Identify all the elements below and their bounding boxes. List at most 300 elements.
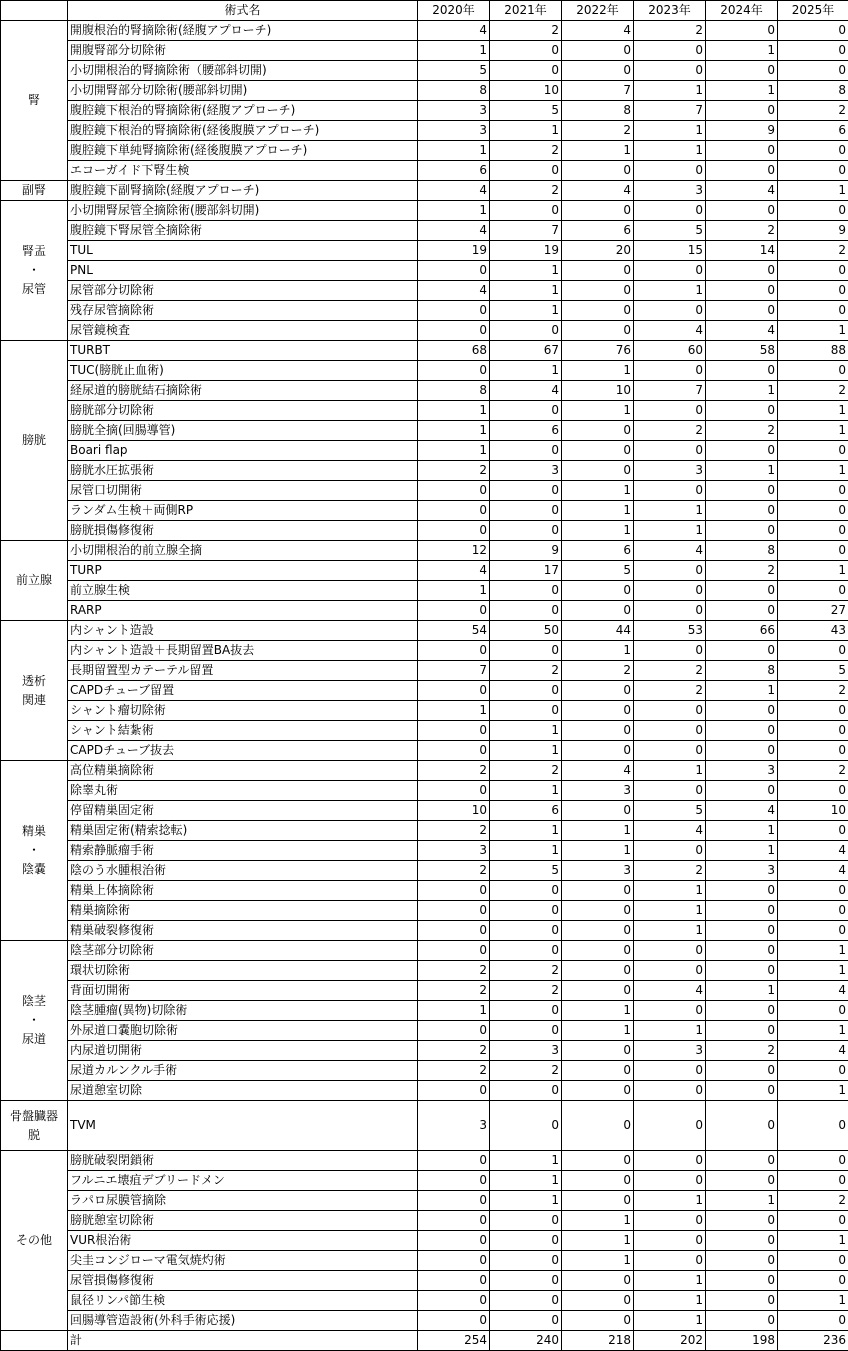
- count-cell: 7: [490, 221, 562, 241]
- count-cell: 0: [562, 1101, 634, 1151]
- count-cell: 1: [634, 281, 706, 301]
- count-cell: 0: [490, 681, 562, 701]
- count-cell: 0: [634, 201, 706, 221]
- table-row: [1, 761, 848, 781]
- count-cell: 0: [634, 1001, 706, 1021]
- procedure-name: 精巣上体摘除術: [68, 881, 418, 901]
- procedure-name: 膀胱水圧拡張術: [68, 461, 418, 481]
- count-cell: 0: [778, 281, 848, 301]
- count-cell: 0: [778, 821, 848, 841]
- count-cell: 0: [490, 501, 562, 521]
- count-cell: 9: [706, 121, 778, 141]
- count-cell: 6: [562, 541, 634, 561]
- table-row: [1, 241, 848, 261]
- count-cell: 0: [706, 721, 778, 741]
- count-cell: 1: [778, 1231, 848, 1251]
- procedure-name: 尿管部分切除術: [68, 281, 418, 301]
- count-cell: 1: [778, 1021, 848, 1041]
- count-cell: 0: [778, 441, 848, 461]
- procedure-name: エコーガイド下腎生検: [68, 161, 418, 181]
- count-cell: 0: [562, 1191, 634, 1211]
- count-cell: 0: [634, 1171, 706, 1191]
- count-cell: 0: [706, 641, 778, 661]
- count-cell: 1: [418, 441, 490, 461]
- count-cell: 0: [706, 701, 778, 721]
- table-row: [1, 1021, 848, 1041]
- count-cell: 0: [490, 901, 562, 921]
- count-cell: 1: [634, 901, 706, 921]
- count-cell: 0: [778, 1251, 848, 1271]
- count-cell: 7: [562, 81, 634, 101]
- count-cell: 1: [778, 461, 848, 481]
- count-cell: 0: [634, 1101, 706, 1151]
- count-cell: 0: [706, 781, 778, 801]
- procedure-name: 鼠径リンパ節生検: [68, 1291, 418, 1311]
- count-cell: 14: [706, 241, 778, 261]
- count-cell: 1: [490, 1151, 562, 1171]
- count-cell: 0: [706, 441, 778, 461]
- table-row: [1, 521, 848, 541]
- procedure-name: 経尿道的膀胱結石摘除術: [68, 381, 418, 401]
- count-cell: 0: [490, 1211, 562, 1231]
- count-cell: 2: [418, 1061, 490, 1081]
- count-cell: 1: [706, 681, 778, 701]
- table-row: [1, 421, 848, 441]
- count-cell: 0: [418, 1271, 490, 1291]
- count-cell: 2: [490, 661, 562, 681]
- count-cell: 0: [562, 1041, 634, 1061]
- table-row: [1, 661, 848, 681]
- table-row: [1, 501, 848, 521]
- count-cell: 3: [562, 781, 634, 801]
- count-cell: 0: [562, 581, 634, 601]
- procedure-name: VUR根治術: [68, 1231, 418, 1251]
- header-year-2021: 2021年: [490, 1, 562, 21]
- count-cell: 0: [562, 701, 634, 721]
- table-row: [1, 201, 848, 221]
- count-cell: 1: [634, 141, 706, 161]
- count-cell: 1: [562, 821, 634, 841]
- count-cell: 0: [562, 721, 634, 741]
- category-cell: 透析 関連: [1, 621, 68, 761]
- count-cell: 0: [706, 1271, 778, 1291]
- count-cell: 7: [634, 381, 706, 401]
- count-cell: 0: [778, 261, 848, 281]
- count-cell: 1: [562, 1001, 634, 1021]
- count-cell: 0: [562, 741, 634, 761]
- count-cell: 0: [490, 321, 562, 341]
- count-cell: 1: [562, 1021, 634, 1041]
- procedure-name: 尖圭コンジローマ電気焼灼術: [68, 1251, 418, 1271]
- count-cell: 0: [562, 1291, 634, 1311]
- table-row: [1, 401, 848, 421]
- count-cell: 4: [490, 381, 562, 401]
- count-cell: 0: [562, 161, 634, 181]
- count-cell: 1: [778, 561, 848, 581]
- total-value: 240: [490, 1331, 562, 1351]
- count-cell: 0: [490, 1001, 562, 1021]
- count-cell: 2: [490, 21, 562, 41]
- count-cell: 0: [490, 701, 562, 721]
- count-cell: 0: [778, 1151, 848, 1171]
- procedure-name: 精巣摘除術: [68, 901, 418, 921]
- category-cell: 膀胱: [1, 341, 68, 541]
- count-cell: 0: [562, 981, 634, 1001]
- count-cell: 27: [778, 601, 848, 621]
- count-cell: 0: [418, 1151, 490, 1171]
- count-cell: 2: [418, 961, 490, 981]
- table-row: [1, 101, 848, 121]
- count-cell: 1: [634, 1311, 706, 1331]
- table-row: [1, 961, 848, 981]
- count-cell: 0: [490, 201, 562, 221]
- count-cell: 5: [490, 101, 562, 121]
- count-cell: 0: [706, 1061, 778, 1081]
- table-row: [1, 461, 848, 481]
- procedure-name: 腹腔鏡下根治的腎摘除術(経後腹膜アプローチ): [68, 121, 418, 141]
- count-cell: 44: [562, 621, 634, 641]
- count-cell: 5: [778, 661, 848, 681]
- procedure-name: 開腹腎部分切除術: [68, 41, 418, 61]
- header-year-2025: 2025年: [778, 1, 848, 21]
- count-cell: 0: [562, 281, 634, 301]
- count-cell: 0: [490, 641, 562, 661]
- count-cell: 1: [778, 1291, 848, 1311]
- procedure-name: RARP: [68, 601, 418, 621]
- table-row: [1, 361, 848, 381]
- table-row: [1, 1151, 848, 1171]
- procedure-name: 精巣固定術(精索捻転): [68, 821, 418, 841]
- count-cell: 1: [706, 381, 778, 401]
- count-cell: 0: [418, 721, 490, 741]
- category-cell: 精巣 ・ 陰嚢: [1, 761, 68, 941]
- count-cell: 4: [562, 761, 634, 781]
- count-cell: 1: [562, 401, 634, 421]
- count-cell: 58: [706, 341, 778, 361]
- count-cell: 0: [490, 881, 562, 901]
- count-cell: 4: [418, 221, 490, 241]
- count-cell: 0: [490, 1231, 562, 1251]
- count-cell: 0: [418, 901, 490, 921]
- count-cell: 2: [778, 381, 848, 401]
- count-cell: 0: [706, 521, 778, 541]
- count-cell: 0: [490, 1101, 562, 1151]
- count-cell: 6: [778, 121, 848, 141]
- procedure-name: 尿道憩室切除: [68, 1081, 418, 1101]
- count-cell: 0: [634, 1081, 706, 1101]
- count-cell: 0: [706, 1231, 778, 1251]
- table-row: [1, 601, 848, 621]
- count-cell: 1: [562, 501, 634, 521]
- count-cell: 0: [418, 881, 490, 901]
- procedure-name: 小切開根治的腎摘除術（腰部斜切開): [68, 61, 418, 81]
- procedure-name: 長期留置型カテーテル留置: [68, 661, 418, 681]
- table-row: [1, 741, 848, 761]
- count-cell: 3: [490, 461, 562, 481]
- count-cell: 2: [490, 181, 562, 201]
- count-cell: 0: [418, 261, 490, 281]
- procedure-name: TURBT: [68, 341, 418, 361]
- table-row: [1, 81, 848, 101]
- table-row: [1, 981, 848, 1001]
- count-cell: 12: [418, 541, 490, 561]
- count-cell: 0: [490, 941, 562, 961]
- count-cell: 0: [490, 601, 562, 621]
- count-cell: 4: [634, 541, 706, 561]
- count-cell: 4: [706, 801, 778, 821]
- table-row: [1, 1001, 848, 1021]
- count-cell: 10: [490, 81, 562, 101]
- table-row: [1, 301, 848, 321]
- count-cell: 0: [490, 921, 562, 941]
- count-cell: 2: [418, 1041, 490, 1061]
- count-cell: 0: [778, 921, 848, 941]
- count-cell: 1: [418, 141, 490, 161]
- procedure-name: 尿管損傷修復術: [68, 1271, 418, 1291]
- count-cell: 0: [490, 41, 562, 61]
- count-cell: 1: [634, 1271, 706, 1291]
- count-cell: 0: [778, 781, 848, 801]
- header-procedure-name: 術式名: [68, 1, 418, 21]
- count-cell: 0: [634, 641, 706, 661]
- count-cell: 0: [562, 41, 634, 61]
- count-cell: 5: [634, 221, 706, 241]
- count-cell: 1: [634, 501, 706, 521]
- procedure-name: TUL: [68, 241, 418, 261]
- count-cell: 1: [634, 1291, 706, 1311]
- count-cell: 7: [634, 101, 706, 121]
- count-cell: 1: [490, 301, 562, 321]
- count-cell: 0: [490, 581, 562, 601]
- count-cell: 0: [490, 61, 562, 81]
- count-cell: 0: [418, 681, 490, 701]
- count-cell: 3: [418, 101, 490, 121]
- count-cell: 0: [634, 1211, 706, 1231]
- count-cell: 0: [634, 581, 706, 601]
- count-cell: 3: [418, 121, 490, 141]
- count-cell: 0: [778, 301, 848, 321]
- count-cell: 2: [418, 461, 490, 481]
- count-cell: 0: [706, 881, 778, 901]
- count-cell: 0: [634, 61, 706, 81]
- count-cell: 0: [418, 1021, 490, 1041]
- count-cell: 0: [778, 881, 848, 901]
- count-cell: 1: [778, 421, 848, 441]
- count-cell: 5: [562, 561, 634, 581]
- count-cell: 0: [706, 901, 778, 921]
- category-cell: 骨盤臓器 脱: [1, 1101, 68, 1151]
- count-cell: 50: [490, 621, 562, 641]
- count-cell: 0: [706, 921, 778, 941]
- count-cell: 0: [706, 581, 778, 601]
- count-cell: 4: [634, 981, 706, 1001]
- count-cell: 67: [490, 341, 562, 361]
- count-cell: 2: [418, 761, 490, 781]
- count-cell: 17: [490, 561, 562, 581]
- count-cell: 0: [634, 1151, 706, 1171]
- count-cell: 0: [634, 481, 706, 501]
- count-cell: 1: [706, 981, 778, 1001]
- count-cell: 0: [778, 41, 848, 61]
- count-cell: 5: [634, 801, 706, 821]
- count-cell: 1: [634, 921, 706, 941]
- count-cell: 0: [778, 1311, 848, 1331]
- count-cell: 0: [562, 61, 634, 81]
- count-cell: 0: [490, 161, 562, 181]
- count-cell: 0: [634, 401, 706, 421]
- count-cell: 0: [562, 201, 634, 221]
- count-cell: 1: [778, 1081, 848, 1101]
- table-row: [1, 721, 848, 741]
- count-cell: 0: [490, 1291, 562, 1311]
- count-cell: 0: [562, 1081, 634, 1101]
- table-row: [1, 341, 848, 361]
- count-cell: 0: [706, 401, 778, 421]
- procedure-name: 残存尿管摘除術: [68, 301, 418, 321]
- procedure-name: シャント結紮術: [68, 721, 418, 741]
- count-cell: 19: [418, 241, 490, 261]
- table-row: [1, 381, 848, 401]
- count-cell: 2: [634, 21, 706, 41]
- procedure-name: 精巣破裂修復術: [68, 921, 418, 941]
- count-cell: 0: [418, 1291, 490, 1311]
- count-cell: 76: [562, 341, 634, 361]
- count-cell: 2: [778, 681, 848, 701]
- count-cell: 0: [418, 601, 490, 621]
- count-cell: 0: [490, 521, 562, 541]
- count-cell: 1: [634, 1021, 706, 1041]
- count-cell: 0: [778, 1271, 848, 1291]
- count-cell: 1: [418, 701, 490, 721]
- count-cell: 2: [418, 981, 490, 1001]
- count-cell: 8: [418, 381, 490, 401]
- category-cell: その他: [1, 1151, 68, 1331]
- count-cell: 0: [418, 1081, 490, 1101]
- procedure-name: 小切開腎尿管全摘除術(腰部斜切開): [68, 201, 418, 221]
- count-cell: 0: [778, 21, 848, 41]
- procedure-name: 小切開根治的前立腺全摘: [68, 541, 418, 561]
- count-cell: 54: [418, 621, 490, 641]
- header-year-2023: 2023年: [634, 1, 706, 21]
- count-cell: 8: [562, 101, 634, 121]
- table-row: [1, 1291, 848, 1311]
- count-cell: 0: [562, 801, 634, 821]
- count-cell: 0: [778, 1171, 848, 1191]
- count-cell: 1: [418, 421, 490, 441]
- count-cell: 0: [418, 641, 490, 661]
- count-cell: 1: [490, 781, 562, 801]
- count-cell: 0: [706, 61, 778, 81]
- count-cell: 0: [562, 301, 634, 321]
- count-cell: 0: [706, 1101, 778, 1151]
- table-row: [1, 161, 848, 181]
- count-cell: 1: [634, 521, 706, 541]
- count-cell: 2: [778, 241, 848, 261]
- table-row: [1, 821, 848, 841]
- count-cell: 6: [490, 421, 562, 441]
- table-row: [1, 941, 848, 961]
- count-cell: 5: [418, 61, 490, 81]
- count-cell: 0: [418, 521, 490, 541]
- count-cell: 0: [418, 1191, 490, 1211]
- procedure-name: 小切開腎部分切除術(腰部斜切開): [68, 81, 418, 101]
- count-cell: 0: [634, 1251, 706, 1271]
- count-cell: 68: [418, 341, 490, 361]
- count-cell: 3: [634, 1041, 706, 1061]
- procedure-name: 開腹根治的腎摘除術(経腹アプローチ): [68, 21, 418, 41]
- count-cell: 0: [634, 361, 706, 381]
- procedure-name: ランダム生検＋両側RP: [68, 501, 418, 521]
- count-cell: 0: [778, 361, 848, 381]
- count-cell: 1: [418, 201, 490, 221]
- count-cell: 2: [562, 121, 634, 141]
- count-cell: 0: [634, 261, 706, 281]
- total-value: 202: [634, 1331, 706, 1351]
- count-cell: 0: [418, 781, 490, 801]
- count-cell: 0: [634, 961, 706, 981]
- count-cell: 1: [562, 481, 634, 501]
- count-cell: 8: [706, 661, 778, 681]
- count-cell: 19: [490, 241, 562, 261]
- header-row: [1, 1, 848, 21]
- count-cell: 1: [778, 181, 848, 201]
- count-cell: 0: [634, 1231, 706, 1251]
- count-cell: 0: [418, 741, 490, 761]
- table-row: [1, 61, 848, 81]
- count-cell: 4: [418, 281, 490, 301]
- table-row: [1, 921, 848, 941]
- count-cell: 0: [778, 581, 848, 601]
- count-cell: 0: [706, 141, 778, 161]
- count-cell: 0: [418, 1251, 490, 1271]
- count-cell: 0: [634, 721, 706, 741]
- count-cell: 1: [562, 1251, 634, 1271]
- count-cell: 3: [418, 1101, 490, 1151]
- count-cell: 1: [634, 81, 706, 101]
- count-cell: 0: [706, 21, 778, 41]
- category-cell: 副腎: [1, 181, 68, 201]
- count-cell: 0: [490, 401, 562, 421]
- table-row: [1, 1101, 848, 1151]
- count-cell: 8: [418, 81, 490, 101]
- procedure-name: 膀胱損傷修復術: [68, 521, 418, 541]
- count-cell: 0: [706, 1291, 778, 1311]
- count-cell: 2: [490, 981, 562, 1001]
- count-cell: 0: [418, 321, 490, 341]
- procedure-name: 高位精巣摘除術: [68, 761, 418, 781]
- count-cell: 6: [418, 161, 490, 181]
- count-cell: 0: [490, 1021, 562, 1041]
- header-year-2020: 2020年: [418, 1, 490, 21]
- count-cell: 0: [418, 921, 490, 941]
- procedure-name: TURP: [68, 561, 418, 581]
- count-cell: 0: [778, 161, 848, 181]
- count-cell: 0: [778, 1061, 848, 1081]
- count-cell: 0: [634, 301, 706, 321]
- table-row: [1, 1061, 848, 1081]
- count-cell: 2: [490, 961, 562, 981]
- procedure-name: 膀胱部分切除術: [68, 401, 418, 421]
- table-row: [1, 21, 848, 41]
- procedure-name: 尿管鏡検査: [68, 321, 418, 341]
- count-cell: 66: [706, 621, 778, 641]
- table-row: [1, 901, 848, 921]
- count-cell: 0: [706, 261, 778, 281]
- total-value: 236: [778, 1331, 848, 1351]
- table-row: [1, 581, 848, 601]
- count-cell: 0: [706, 1001, 778, 1021]
- count-cell: 0: [490, 1271, 562, 1291]
